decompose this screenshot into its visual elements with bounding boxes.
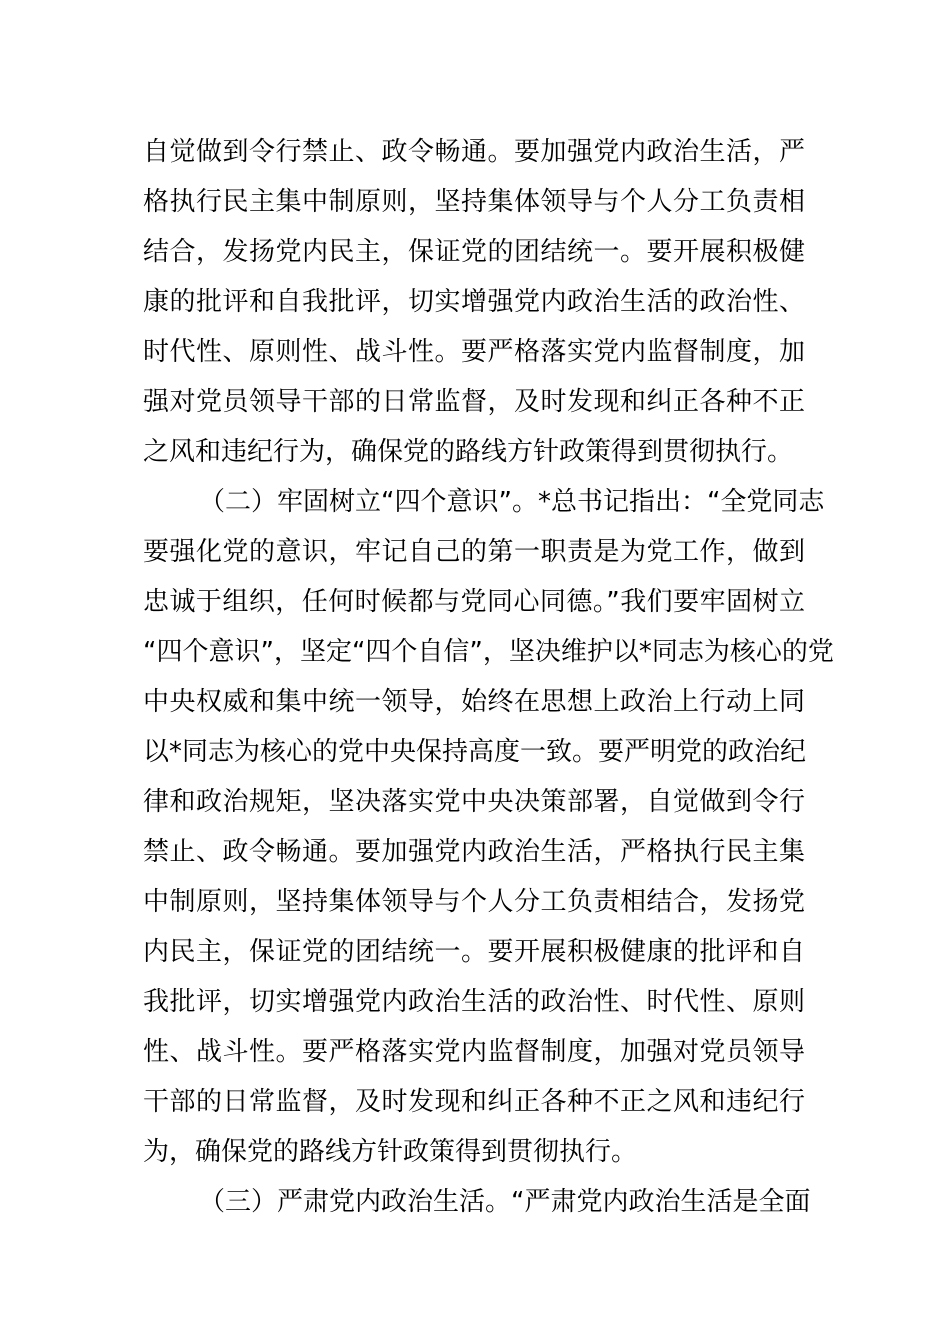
text-line: 禁止、政令畅通。要加强党内政治生活，严格执行民主集 — [143, 837, 805, 867]
text-line: 干部的日常监督，及时发现和纠正各种不正之风和违纪行 — [143, 1087, 805, 1117]
text-line: 忠诚于组织，任何时候都与党同心同德。”我们要牢固树立 — [143, 587, 805, 617]
text-line: 为，确保党的路线方针政策得到贯彻执行。 — [143, 1137, 638, 1167]
text-line: 时代性、原则性、战斗性。要严格落实党内监督制度，加 — [143, 337, 805, 367]
paragraph-2 — [143, 477, 834, 1177]
text-line: 律和政治规矩，坚决落实党中央决策部署，自觉做到令行 — [143, 787, 805, 817]
section-heading-line: （三）严肃党内政治生活。“严肃党内政治生活是全面 — [199, 1187, 811, 1217]
paragraph-3 — [143, 1177, 811, 1227]
text-line: 内民主，保证党的团结统一。要开展积极健康的批评和自 — [143, 937, 805, 967]
section-heading-line: （二）牢固树立“四个意识”。*总书记指出：“全党同志 — [199, 487, 825, 517]
paragraph-1 — [143, 127, 805, 477]
text-line: 中制原则，坚持集体领导与个人分工负责相结合，发扬党 — [143, 887, 805, 917]
text-line: 结合，发扬党内民主，保证党的团结统一。要开展积极健 — [143, 237, 805, 267]
text-line: 要强化党的意识，牢记自己的第一职责是为党工作，做到 — [143, 537, 805, 567]
document-body — [143, 127, 834, 1227]
text-line: 强对党员领导干部的日常监督，及时发现和纠正各种不正 — [143, 387, 805, 417]
text-line: 性、战斗性。要严格落实党内监督制度，加强对党员领导 — [143, 1037, 805, 1067]
text-line: 之风和违纪行为，确保党的路线方针政策得到贯彻执行。 — [143, 437, 794, 467]
text-line: 自觉做到令行禁止、政令畅通。要加强党内政治生活，严 — [143, 137, 805, 167]
text-line: 格执行民主集中制原则，坚持集体领导与个人分工负责相 — [143, 187, 805, 217]
text-line: 以*同志为核心的党中央保持高度一致。要严明党的政治纪 — [143, 737, 807, 767]
text-line: 康的批评和自我批评，切实增强党内政治生活的政治性、 — [143, 287, 805, 317]
text-line: 我批评，切实增强党内政治生活的政治性、时代性、原则 — [143, 987, 805, 1017]
text-line: 中央权威和集中统一领导，始终在思想上政治上行动上同 — [143, 687, 805, 717]
text-line: “四个意识”，坚定“四个自信”，坚决维护以*同志为核心的党 — [143, 637, 834, 667]
